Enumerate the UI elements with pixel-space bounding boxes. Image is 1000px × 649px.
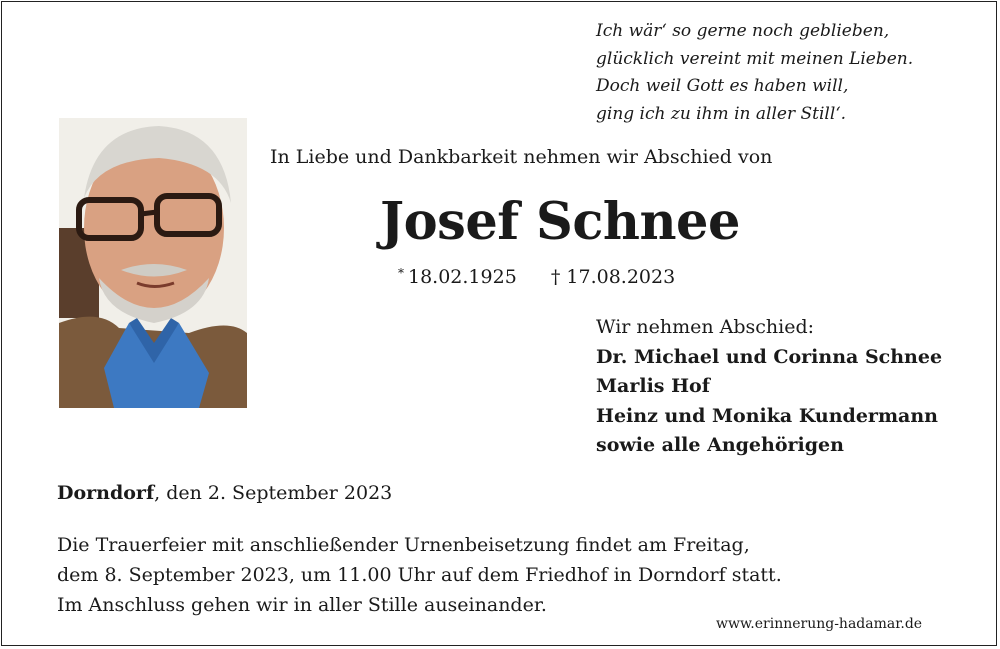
ceremony-info (57, 530, 782, 620)
mourners-label: Wir nehmen Abschied: (596, 316, 815, 338)
ceremony-line: Im Anschluss gehen wir in aller Stille auseinander. (57, 594, 547, 616)
ceremony-line: Die Trauerfeier mit anschließender Urnenbeisetzung findet am Freitag, (57, 534, 750, 556)
poem-line: Doch weil Gott es haben will, (596, 76, 849, 96)
place-name: Dorndorf (57, 482, 155, 504)
memorial-poem (596, 18, 986, 128)
date-text: , den 2. September 2023 (154, 482, 393, 504)
mourner-name: Marlis Hof (596, 375, 710, 397)
deceased-name: Josef Schnee (380, 192, 740, 252)
birth-date: 18.02.1925 (408, 266, 517, 288)
life-dates (398, 266, 675, 288)
death-date: 17.08.2023 (566, 266, 676, 288)
place-date-line (57, 482, 392, 504)
poem-line: Ich wär‘ so gerne noch geblieben, (596, 21, 890, 41)
mourners-block (596, 313, 942, 461)
ceremony-line: dem 8. September 2023, um 11.00 Uhr auf dem Friedhof in Dorndorf statt. (57, 564, 782, 586)
intro-text: In Liebe und Dankbarkeit nehmen wir Abschied von (270, 146, 773, 168)
birth-date-group (398, 266, 523, 288)
death-date-group (551, 266, 675, 288)
mourner-name: Heinz und Monika Kundermann (596, 404, 938, 427)
mourner-name: Dr. Michael und Corinna Schnee (596, 345, 943, 368)
website-url: www.erinnerung-hadamar.de (716, 616, 923, 632)
death-symbol: † (550, 266, 561, 288)
poem-line: ging ich zu ihm in aller Still‘. (596, 103, 847, 124)
birth-symbol: * (398, 266, 404, 280)
mourner-name: sowie alle Angehörigen (596, 434, 844, 456)
portrait-illustration (59, 118, 247, 408)
portrait-photo (59, 118, 247, 408)
poem-line: glücklich vereint mit meinen Lieben. (596, 48, 914, 69)
